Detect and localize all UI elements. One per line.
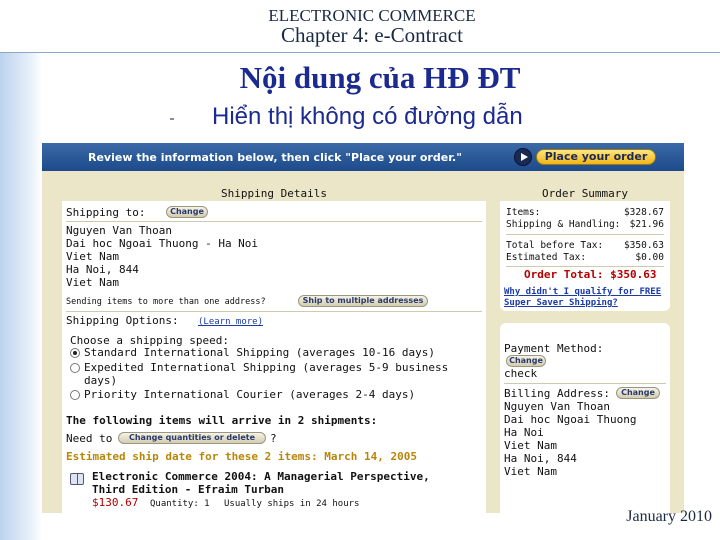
ship-multiple-button[interactable]: Ship to multiple addresses: [298, 295, 428, 307]
slide-subtitle: Hiển thị không có đường dẫn: [212, 103, 523, 130]
need-to-text: Need to: [66, 432, 113, 445]
expedited-shipping-label: Expedited International Shipping (averages 5-9 business: [84, 361, 449, 374]
standard-shipping-label: Standard International Shipping (averages 10-16 days): [84, 346, 435, 359]
payment-panel: [500, 323, 670, 513]
play-arrow-icon: [514, 148, 532, 166]
item-title: Electronic Commerce 2004: A Managerial Perspective,: [92, 470, 430, 483]
book-icon: [70, 473, 84, 485]
summary-value: $328.67: [623, 207, 664, 218]
shipping-details-header: Shipping Details: [62, 187, 486, 201]
standard-shipping-radio[interactable]: [70, 348, 80, 358]
shipments-label: The following items will arrive in 2 shipments:: [66, 414, 378, 427]
change-quantities-button[interactable]: Change quantities or delete: [118, 432, 266, 444]
address-line: Nguyen Van Thoan: [66, 224, 172, 237]
need-to-suffix: ?: [270, 432, 277, 445]
address-line: Ha Noi, 844: [66, 263, 139, 276]
learn-more-link[interactable]: (Learn more): [198, 317, 264, 327]
summary-label: Shipping & Handling:: [506, 219, 621, 230]
change-shipping-button[interactable]: Change: [166, 206, 208, 218]
expedited-shipping-radio[interactable]: [70, 363, 80, 373]
summary-value: $350.63: [623, 240, 664, 251]
divider: [504, 383, 666, 384]
header-rule: [0, 52, 720, 53]
divider: [66, 221, 482, 222]
address-line: Viet Nam: [66, 276, 119, 289]
slide-title: Nội dung của HĐ ĐT: [239, 60, 521, 95]
shipping-options-label: Shipping Options:: [66, 314, 179, 327]
chapter-title: Chapter 4: e-Contract: [281, 23, 463, 47]
item-edition: Third Edition - Efraim Turban: [92, 483, 285, 496]
bullet-marker: [170, 118, 174, 120]
divider: [506, 234, 664, 235]
order-summary-panel: [500, 187, 670, 311]
summary-value: $21.96: [629, 219, 664, 230]
payment-method-value: check: [504, 367, 538, 380]
place-order-button[interactable]: [514, 147, 684, 167]
item-price: $130.67: [92, 496, 139, 509]
multi-address-text: Sending items to more than one address?: [66, 297, 266, 307]
estimated-ship-date: Estimated ship date for these 2 items: March 14, 2005: [66, 450, 417, 463]
priority-shipping-radio[interactable]: [70, 390, 80, 400]
why-not-free-link[interactable]: Why didn't I qualify for FREE: [504, 287, 662, 297]
shipments-panel: [62, 409, 486, 513]
review-instruction: Review the information below, then click "Place your order.": [88, 151, 462, 164]
shipping-to-label: Shipping to:: [66, 206, 146, 219]
course-title: ELECTRONIC COMMERCE: [268, 6, 476, 25]
change-payment-button[interactable]: Change: [506, 355, 546, 367]
place-order-label: Place your order: [536, 149, 656, 165]
change-billing-button[interactable]: Change: [616, 387, 660, 399]
order-review-screenshot: [42, 143, 684, 513]
slide-left-band: [0, 52, 42, 540]
item-quantity: Quantity: 1: [150, 499, 210, 509]
review-bar: [42, 143, 684, 171]
billing-line: Viet Nam: [504, 465, 557, 478]
billing-address-label: Billing Address:: [504, 387, 610, 400]
order-total: Order Total: $350.63: [524, 268, 657, 281]
order-summary-header: Order Summary: [500, 187, 670, 201]
summary-label: Estimated Tax:: [506, 252, 587, 263]
billing-line: Ha Noi: [504, 426, 544, 439]
expedited-shipping-label-cont: days): [84, 374, 118, 387]
divider: [66, 311, 482, 312]
summary-label: Items:: [506, 207, 541, 218]
billing-line: Nguyen Van Thoan: [504, 400, 610, 413]
payment-method-label: Payment Method:: [504, 342, 604, 355]
address-line: Viet Nam: [66, 250, 119, 263]
summary-value: $0.00: [635, 252, 664, 263]
summary-label: Total before Tax:: [506, 240, 604, 251]
billing-line: Viet Nam: [504, 439, 557, 452]
priority-shipping-label: Priority International Courier (averages 2-4 days): [84, 388, 416, 401]
super-saver-link[interactable]: Super Saver Shipping?: [504, 298, 618, 308]
slide-date: January 2010: [626, 508, 712, 525]
item-availability: Usually ships in 24 hours: [224, 499, 360, 509]
choose-speed-label: Choose a shipping speed:: [70, 334, 229, 347]
billing-line: Ha Noi, 844: [504, 452, 577, 465]
divider: [506, 266, 664, 267]
address-line: Dai hoc Ngoai Thuong - Ha Noi: [66, 237, 259, 250]
billing-line: Dai hoc Ngoai Thuong: [504, 413, 637, 426]
